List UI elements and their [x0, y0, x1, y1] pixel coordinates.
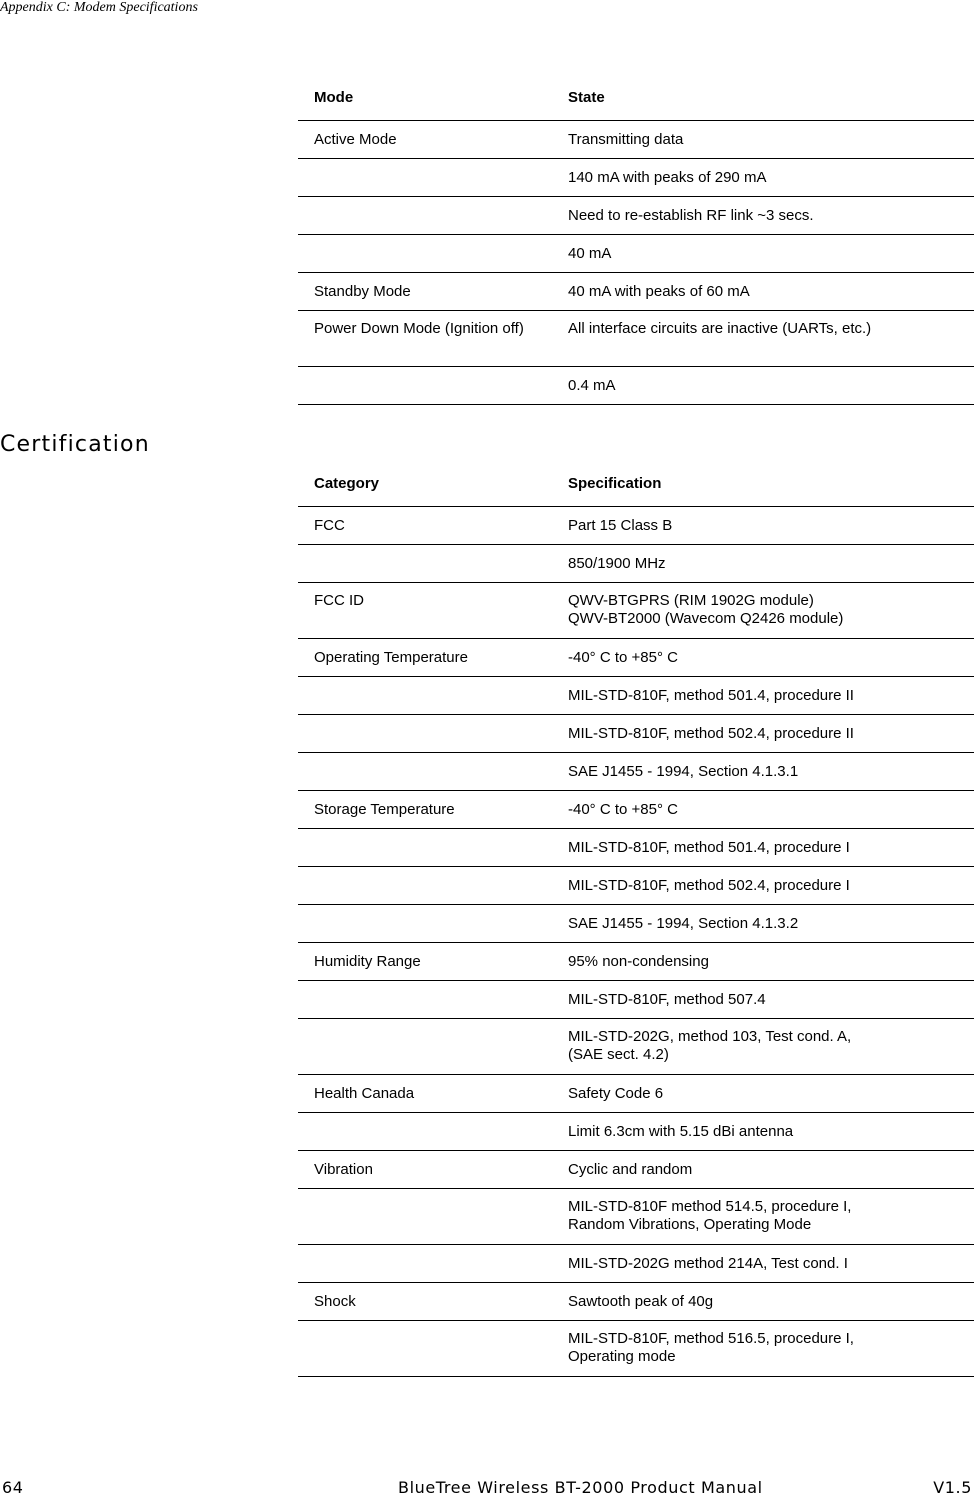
section-heading-certification: Certification — [0, 432, 150, 457]
table-row — [298, 1151, 974, 1189]
specification-cell-line: Safety Code 6 — [568, 1084, 664, 1102]
table-row — [298, 197, 974, 235]
specification-cell-line: Cyclic and random — [568, 1160, 693, 1178]
table-row — [298, 677, 974, 715]
state-cell-line: Need to re-establish RF link ~3 secs. — [568, 206, 814, 224]
table-row — [298, 1245, 974, 1283]
mode-cell — [298, 159, 552, 197]
table-row — [298, 791, 974, 829]
table-row — [298, 1075, 974, 1113]
table-row — [298, 829, 974, 867]
specification-cell — [552, 943, 974, 981]
table-row — [298, 159, 974, 197]
specification-cell — [552, 753, 974, 791]
specification-cell — [552, 1019, 974, 1075]
category-cell — [298, 905, 552, 943]
state-cell-line: 0.4 mA — [568, 376, 616, 394]
table-row — [298, 1189, 974, 1245]
category-cell — [298, 1019, 552, 1075]
specification-cell — [552, 1283, 974, 1321]
specification-cell-line: 850/1900 MHz — [568, 554, 666, 572]
table-row — [298, 1019, 974, 1075]
specification-cell-line: MIL-STD-202G, method 103, Test cond. A, — [568, 1028, 852, 1045]
specification-cell — [552, 545, 974, 583]
category-cell: Storage Temperature — [298, 791, 552, 829]
specification-cell-line: -40° C to +85° C — [568, 648, 678, 666]
state-cell-line: Transmitting data — [568, 130, 684, 148]
category-cell — [298, 1113, 552, 1151]
specification-cell-line: MIL-STD-810F, method 516.5, procedure I, — [568, 1330, 854, 1347]
mode-cell — [298, 197, 552, 235]
table-row — [298, 121, 974, 159]
specification-cell-line: (SAE sect. 4.2) — [568, 1046, 669, 1063]
category-cell: Operating Temperature — [298, 639, 552, 677]
table-row — [298, 943, 974, 981]
table-row — [298, 715, 974, 753]
specification-cell — [552, 791, 974, 829]
state-cell — [552, 273, 974, 311]
category-cell: FCC — [298, 507, 552, 545]
column-header-mode: Mode — [298, 76, 552, 121]
specification-cell-line: QWV-BTGPRS (RIM 1902G module) — [568, 592, 814, 609]
specification-cell-line: Part 15 Class B — [568, 516, 673, 534]
category-cell — [298, 829, 552, 867]
table-row — [298, 753, 974, 791]
category-cell: Health Canada — [298, 1075, 552, 1113]
state-cell — [552, 159, 974, 197]
category-cell: FCC ID — [298, 583, 552, 639]
table-header-row — [298, 76, 974, 121]
document-title: BlueTree Wireless BT-2000 Product Manual — [398, 1478, 763, 1497]
column-header-state: State — [552, 76, 974, 121]
specification-cell-line: SAE J1455 - 1994, Section 4.1.3.1 — [568, 762, 799, 780]
category-cell: Shock — [298, 1283, 552, 1321]
state-cell-line: 40 mA — [568, 244, 612, 262]
category-cell: Vibration — [298, 1151, 552, 1189]
specification-cell-line: Operating mode — [568, 1348, 676, 1365]
category-cell — [298, 677, 552, 715]
specification-cell — [552, 905, 974, 943]
specification-cell-line: MIL-STD-810F, method 502.4, procedure II — [568, 724, 854, 742]
specification-cell-line: Random Vibrations, Operating Mode — [568, 1216, 812, 1233]
category-cell: Humidity Range — [298, 943, 552, 981]
category-cell — [298, 1189, 552, 1245]
specification-cell — [552, 639, 974, 677]
column-header-category: Category — [298, 462, 552, 507]
document-version: V1.5 — [933, 1478, 972, 1497]
specification-cell — [552, 1113, 974, 1151]
state-cell — [552, 197, 974, 235]
state-cell-line: All interface circuits are inactive (UARTs, etc.) — [568, 320, 872, 337]
specification-cell-line: MIL-STD-810F, method 507.4 — [568, 990, 766, 1008]
table-row — [298, 545, 974, 583]
specification-cell — [552, 1151, 974, 1189]
table-row — [298, 273, 974, 311]
table-row — [298, 639, 974, 677]
state-cell-line: 40 mA with peaks of 60 mA — [568, 282, 750, 300]
specification-cell-line: SAE J1455 - 1994, Section 4.1.3.2 — [568, 914, 799, 932]
mode-cell: Active Mode — [298, 121, 552, 159]
table-row — [298, 507, 974, 545]
state-cell-line: 140 mA with peaks of 290 mA — [568, 168, 767, 186]
running-header: Appendix C: Modem Specifications — [0, 0, 198, 15]
state-cell — [552, 121, 974, 159]
specification-cell-line: Sawtooth peak of 40g — [568, 1292, 714, 1310]
specification-cell-line: MIL-STD-810F method 514.5, procedure I, — [568, 1198, 852, 1215]
mode-cell: Standby Mode — [298, 273, 552, 311]
state-cell — [552, 311, 974, 367]
table-row — [298, 905, 974, 943]
mode-cell — [298, 235, 552, 273]
category-cell — [298, 545, 552, 583]
category-cell — [298, 715, 552, 753]
specification-cell — [552, 981, 974, 1019]
specification-cell-line: MIL-STD-810F, method 502.4, procedure I — [568, 876, 850, 894]
state-cell — [552, 235, 974, 273]
table-row — [298, 1283, 974, 1321]
mode-cell — [298, 367, 552, 405]
table-row — [298, 1321, 974, 1377]
specification-cell — [552, 677, 974, 715]
specification-cell — [552, 715, 974, 753]
specification-cell-line: -40° C to +85° C — [568, 800, 678, 818]
specification-cell — [552, 829, 974, 867]
table-row — [298, 867, 974, 905]
specification-cell — [552, 867, 974, 905]
specification-cell-line: MIL-STD-810F, method 501.4, procedure II — [568, 686, 854, 704]
category-cell — [298, 1321, 552, 1377]
column-header-specification: Specification — [552, 462, 974, 507]
table-row — [298, 311, 974, 367]
specification-cell — [552, 583, 974, 639]
table-row — [298, 981, 974, 1019]
state-cell — [552, 367, 974, 405]
specification-cell-line: MIL-STD-810F, method 501.4, procedure I — [568, 838, 850, 856]
category-cell — [298, 753, 552, 791]
category-cell — [298, 1245, 552, 1283]
specification-cell — [552, 1189, 974, 1245]
mode-cell: Power Down Mode (Ignition off) — [298, 311, 552, 367]
specification-cell — [552, 1321, 974, 1377]
specification-cell-line: MIL-STD-202G method 214A, Test cond. I — [568, 1254, 848, 1272]
category-cell — [298, 981, 552, 1019]
table-row — [298, 235, 974, 273]
category-cell — [298, 867, 552, 905]
table-row — [298, 1113, 974, 1151]
table-row — [298, 367, 974, 405]
page-number: 64 — [2, 1478, 24, 1497]
specification-cell — [552, 1075, 974, 1113]
certification-table — [298, 462, 974, 1377]
page-footer — [0, 1478, 974, 1498]
specification-cell-line: Limit 6.3cm with 5.15 dBi antenna — [568, 1122, 794, 1140]
specification-cell — [552, 507, 974, 545]
specification-cell-line: 95% non-condensing — [568, 952, 709, 970]
specification-cell — [552, 1245, 974, 1283]
table-header-row — [298, 462, 974, 507]
specification-cell-line: QWV-BT2000 (Wavecom Q2426 module) — [568, 610, 844, 627]
modes-table — [298, 76, 974, 405]
table-row — [298, 583, 974, 639]
